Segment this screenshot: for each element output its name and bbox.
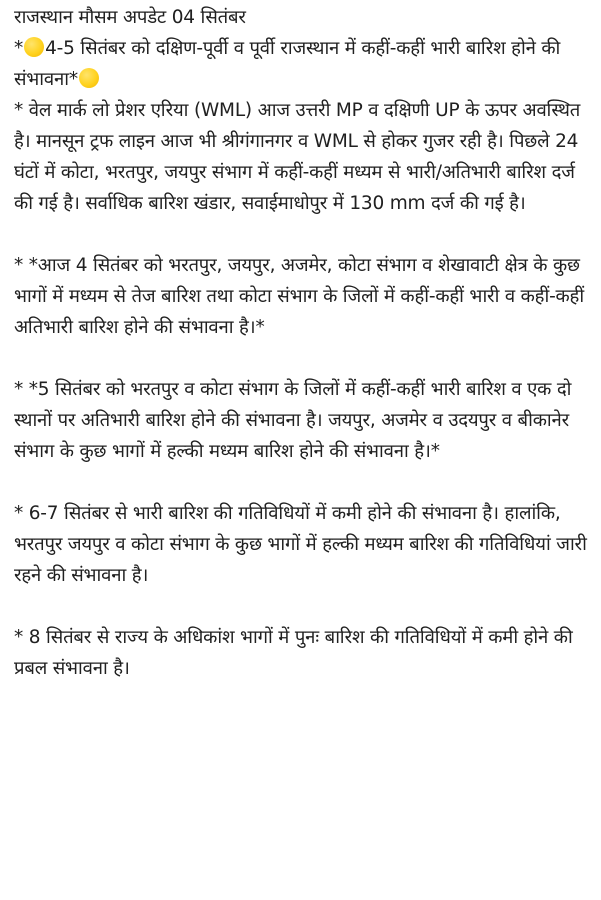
paragraph-forecast-sep-8: * 8 सितंबर से राज्य के अधिकांश भागों में पुनः बारिश की गतिविधियों में कमी होने की प्रबल संभावना है।: [14, 627, 573, 679]
paragraph-synopsis: * वेल मार्क लो प्रेशर एरिया (WML) आज उत्तरी MP व दक्षिणी UP के ऊपर अवस्थित है। मानसून ट्रफ लाइन आज भी श्रीगंगानगर व WML से होकर गुजर रही है। पिछले 24 घंटों में कोटा, भरतपुर, जयपुर संभाग में कहीं-कहीं मध्यम से भारी/अतिभारी बारिश दर्ज की गई है। सर्वाधिक बारिश खंडार, सवाईमाधोपुर में 130 mm दर्ज की गई है।: [14, 100, 581, 214]
paragraph-spacer: [14, 219, 587, 250]
paragraph-forecast-sep-5: * *5 सितंबर को भरतपुर व कोटा संभाग के जिलों में कहीं-कहीं भारी बारिश व एक दो स्थानों पर अतिभारी बारिश होने की संभावना है। जयपुर, अजमेर व उदयपुर व बीकानेर संभाग के कुछ भागों में हल्की मध्यम बारिश होने की संभावना है।*: [14, 379, 572, 462]
yellow-circle-icon: [79, 68, 99, 88]
paragraph-spacer: [14, 343, 587, 374]
yellow-circle-icon: [24, 37, 44, 57]
paragraph-spacer: [14, 591, 587, 622]
headline-prefix: *: [14, 38, 24, 59]
headline-text: 4-5 सितंबर को दक्षिण-पूर्वी व पूर्वी राजस्थान में कहीं-कहीं भारी बारिश होने की संभावना*: [14, 38, 561, 90]
headline: [14, 33, 587, 95]
page-title: राजस्थान मौसम अपडेट 04 सितंबर: [14, 7, 246, 28]
paragraph-spacer: [14, 467, 587, 498]
paragraph-forecast-sep-6-7: * 6-7 सितंबर से भारी बारिश की गतिविधियों में कमी होने की संभावना है। हालांकि, भरतपुर जयपुर व कोटा संभाग के कुछ भागों में हल्की मध्यम बारिश की गतिविधियां जारी रहने की संभावना है।: [14, 503, 587, 586]
paragraph-forecast-sep-4: * *आज 4 सितंबर को भरतपुर, जयपुर, अजमेर, कोटा संभाग व शेखावाटी क्षेत्र के कुछ भागों में मध्यम से तेज बारिश तथा कोटा संभाग के जिलों में कहीं-कहीं भारी व कहीं-कहीं अतिभारी बारिश होने की संभावना है।*: [14, 255, 584, 338]
